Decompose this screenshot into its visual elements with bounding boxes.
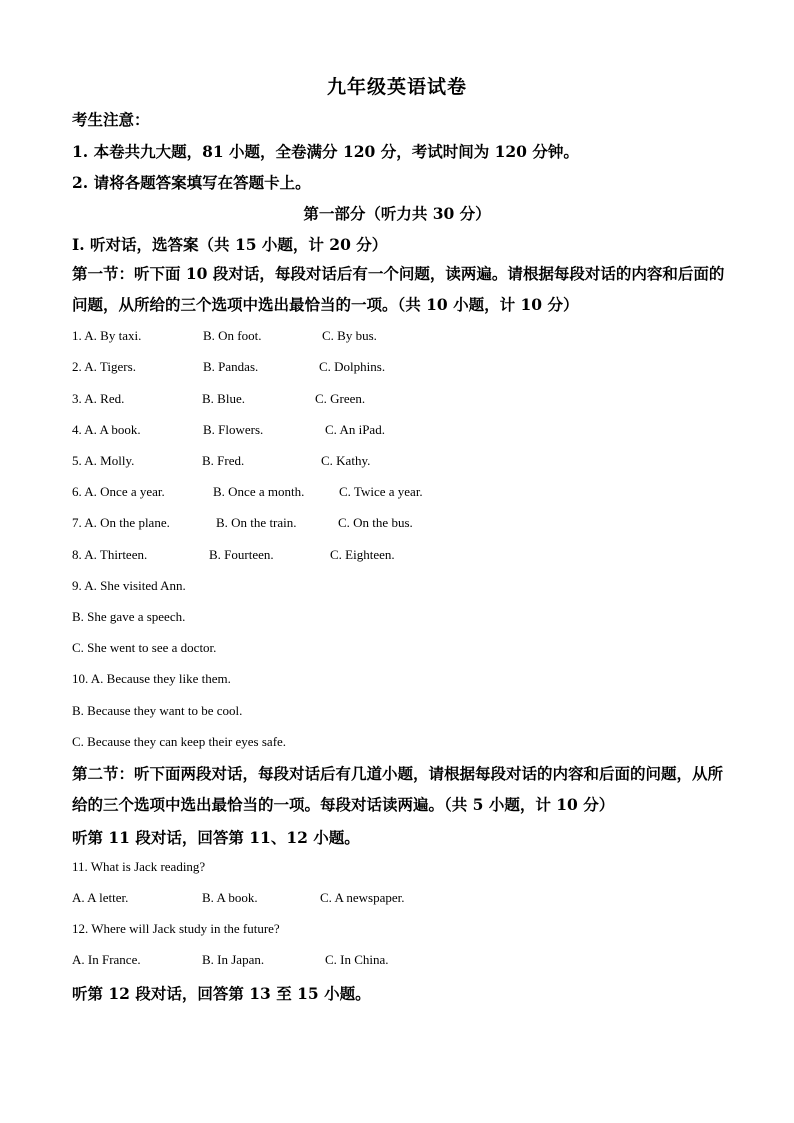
option-b: B. A book. — [202, 890, 258, 905]
option-b: B. On the train. — [216, 515, 297, 530]
option-a: 7. A. On the plane. — [72, 515, 170, 530]
option-a: 6. A. Once a year. — [72, 484, 165, 499]
notice-line-2: 2. 请将各题答案填写在答题卡上。 — [72, 173, 311, 192]
option-b: B. Fred. — [202, 453, 245, 468]
option-b: B. Pandas. — [203, 359, 259, 374]
question-11-stem: 11. What is Jack reading? — [72, 859, 206, 874]
option-c: C. Kathy. — [321, 453, 371, 468]
option-b: B. Fourteen. — [209, 547, 274, 562]
option-a: 4. A. A book. — [72, 422, 141, 437]
section-1-heading: I. 听对话，选答案（共 15 小题，计 20 分） — [72, 235, 388, 254]
page-title: 九年级英语试卷 — [326, 76, 467, 98]
dialog-12-heading: 听第 12 段对话，回答第 13 至 15 小题。 — [72, 984, 371, 1003]
option-a: A. A letter. — [72, 890, 129, 905]
question-10-option-b: B. Because they want to be cool. — [72, 703, 243, 718]
question-9-option-a: 9. A. She visited Ann. — [72, 578, 186, 593]
question-9-option-c: C. She went to see a doctor. — [72, 640, 217, 655]
option-a: 8. A. Thirteen. — [72, 547, 148, 562]
option-c: C. Eighteen. — [330, 547, 395, 562]
option-b: B. Blue. — [202, 391, 245, 406]
option-c: C. A newspaper. — [320, 890, 405, 905]
option-a: 3. A. Red. — [72, 391, 125, 406]
question-12-stem: 12. Where will Jack study in the future? — [72, 921, 280, 936]
option-c: C. Dolphins. — [319, 359, 386, 374]
section-1-part-1-instructions: 第一节：听下面 10 段对话，每段对话后有一个问题，读两遍。请根据每段对话的内容和后面的问题，从所给的三个选项中选出最恰当的一项。（共 10 小题，计 10 分） — [72, 264, 725, 314]
option-a: 2. A. Tigers. — [72, 359, 136, 374]
option-c: C. By bus. — [322, 328, 377, 343]
option-b: B. Flowers. — [203, 422, 264, 437]
section-1-part-2-instructions: 第二节：听下面两段对话，每段对话后有几道小题，请根据每段对话的内容和后面的问题，从所给的三个选项中选出最恰当的一项。每段对话读两遍。（共 5 小题，计 10 分） — [72, 764, 724, 814]
option-b: B. Once a month. — [213, 484, 305, 499]
option-c: C. In China. — [325, 952, 389, 967]
option-c: C. An iPad. — [325, 422, 385, 437]
question-9-option-b: B. She gave a speech. — [72, 609, 186, 624]
option-a: 5. A. Molly. — [72, 453, 135, 468]
question-10-option-a: 10. A. Because they like them. — [72, 671, 231, 686]
part-heading: 第一部分（听力共 30 分） — [303, 204, 491, 223]
option-c: C. On the bus. — [338, 515, 413, 530]
option-a: 1. A. By taxi. — [72, 328, 142, 343]
notice-heading: 考生注意： — [72, 110, 150, 129]
dialog-11-heading: 听第 11 段对话，回答第 11、12 小题。 — [72, 828, 360, 847]
option-b: B. On foot. — [203, 328, 262, 343]
option-b: B. In Japan. — [202, 952, 265, 967]
option-c: C. Green. — [315, 391, 366, 406]
option-a: A. In France. — [72, 952, 141, 967]
option-c: C. Twice a year. — [339, 484, 423, 499]
notice-line-1: 1. 本卷共九大题，81 小题，全卷满分 120 分，考试时间为 120 分钟。 — [72, 142, 579, 161]
question-10-option-c: C. Because they can keep their eyes safe. — [72, 734, 287, 749]
